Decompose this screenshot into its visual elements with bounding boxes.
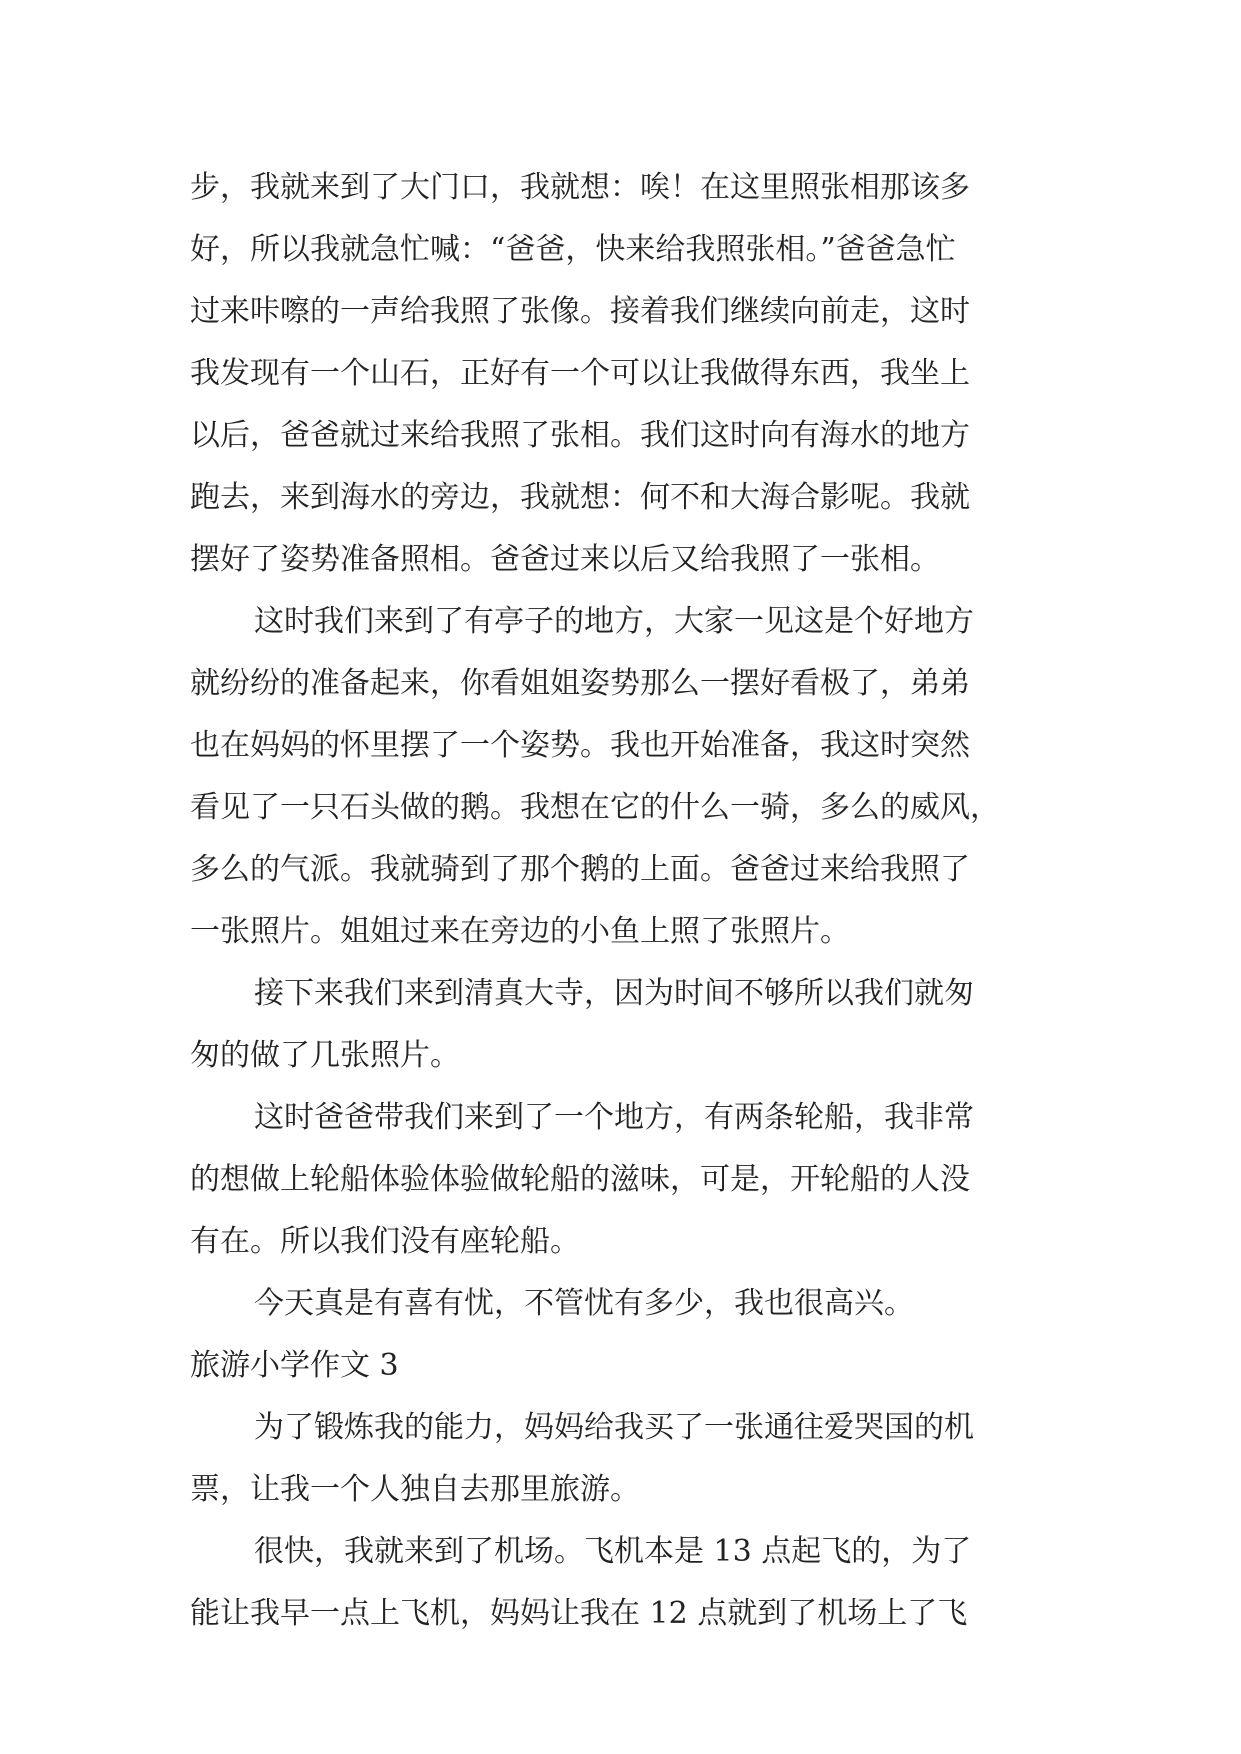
paragraph-first-line: 为了锻炼我的能力，妈妈给我买了一张通往爱哭国的机	[254, 1410, 974, 1445]
text-line: 能让我早一点上飞机，妈妈让我在 12 点就到了机场上了飞	[190, 1596, 968, 1631]
text-line: 有在。所以我们没有座轮船。	[190, 1224, 580, 1259]
text-line: 步，我就来到了大门口，我就想：唉！在这里照张相那该多	[190, 170, 970, 205]
paragraph-first-line: 今天真是有喜有忧，不管忧有多少，我也很高兴。	[254, 1286, 914, 1321]
text-line: 过来咔嚓的一声给我照了张像。接着我们继续向前走，这时	[190, 294, 970, 329]
text-line: 好，所以我就急忙喊：“爸爸，快来给我照张相。”爸爸急忙	[190, 232, 956, 267]
paragraph-first-line: 很快，我就来到了机场。飞机本是 13 点起飞的，为了	[254, 1534, 972, 1569]
text-line: 票，让我一个人独自去那里旅游。	[190, 1472, 640, 1507]
text-line: 也在妈妈的怀里摆了一个姿势。我也开始准备，我这时突然	[190, 728, 970, 763]
paragraph-first-line: 这时爸爸带我们来到了一个地方，有两条轮船，我非常	[254, 1100, 974, 1135]
text-line: 我发现有一个山石，正好有一个可以让我做得东西，我坐上	[190, 356, 970, 391]
paragraph-first-line: 接下来我们来到清真大寺，因为时间不够所以我们就匆	[254, 976, 974, 1011]
text-line: 的想做上轮船体验体验做轮船的滋味，可是，开轮船的人没	[190, 1162, 970, 1197]
text-line: 匆的做了几张照片。	[190, 1038, 460, 1073]
document-body	[190, 157, 1060, 1645]
paragraph-first-line: 这时我们来到了有亭子的地方，大家一见这是个好地方	[254, 604, 974, 639]
text-line: 摆好了姿势准备照相。爸爸过来以后又给我照了一张相。	[190, 542, 940, 577]
section-heading: 旅游小学作文 3	[190, 1348, 399, 1383]
text-line: 跑去，来到海水的旁边，我就想：何不和大海合影呢。我就	[190, 480, 970, 515]
text-line: 一张照片。姐姐过来在旁边的小鱼上照了张照片。	[190, 914, 850, 949]
text-line: 多么的气派。我就骑到了那个鹅的上面。爸爸过来给我照了	[190, 852, 970, 887]
text-line: 以后，爸爸就过来给我照了张相。我们这时向有海水的地方	[190, 418, 970, 453]
text-line: 看见了一只石头做的鹅。我想在它的什么一骑，多么的威风，	[190, 790, 1000, 825]
text-line: 就纷纷的准备起来，你看姐姐姿势那么一摆好看极了，弟弟	[190, 666, 970, 701]
